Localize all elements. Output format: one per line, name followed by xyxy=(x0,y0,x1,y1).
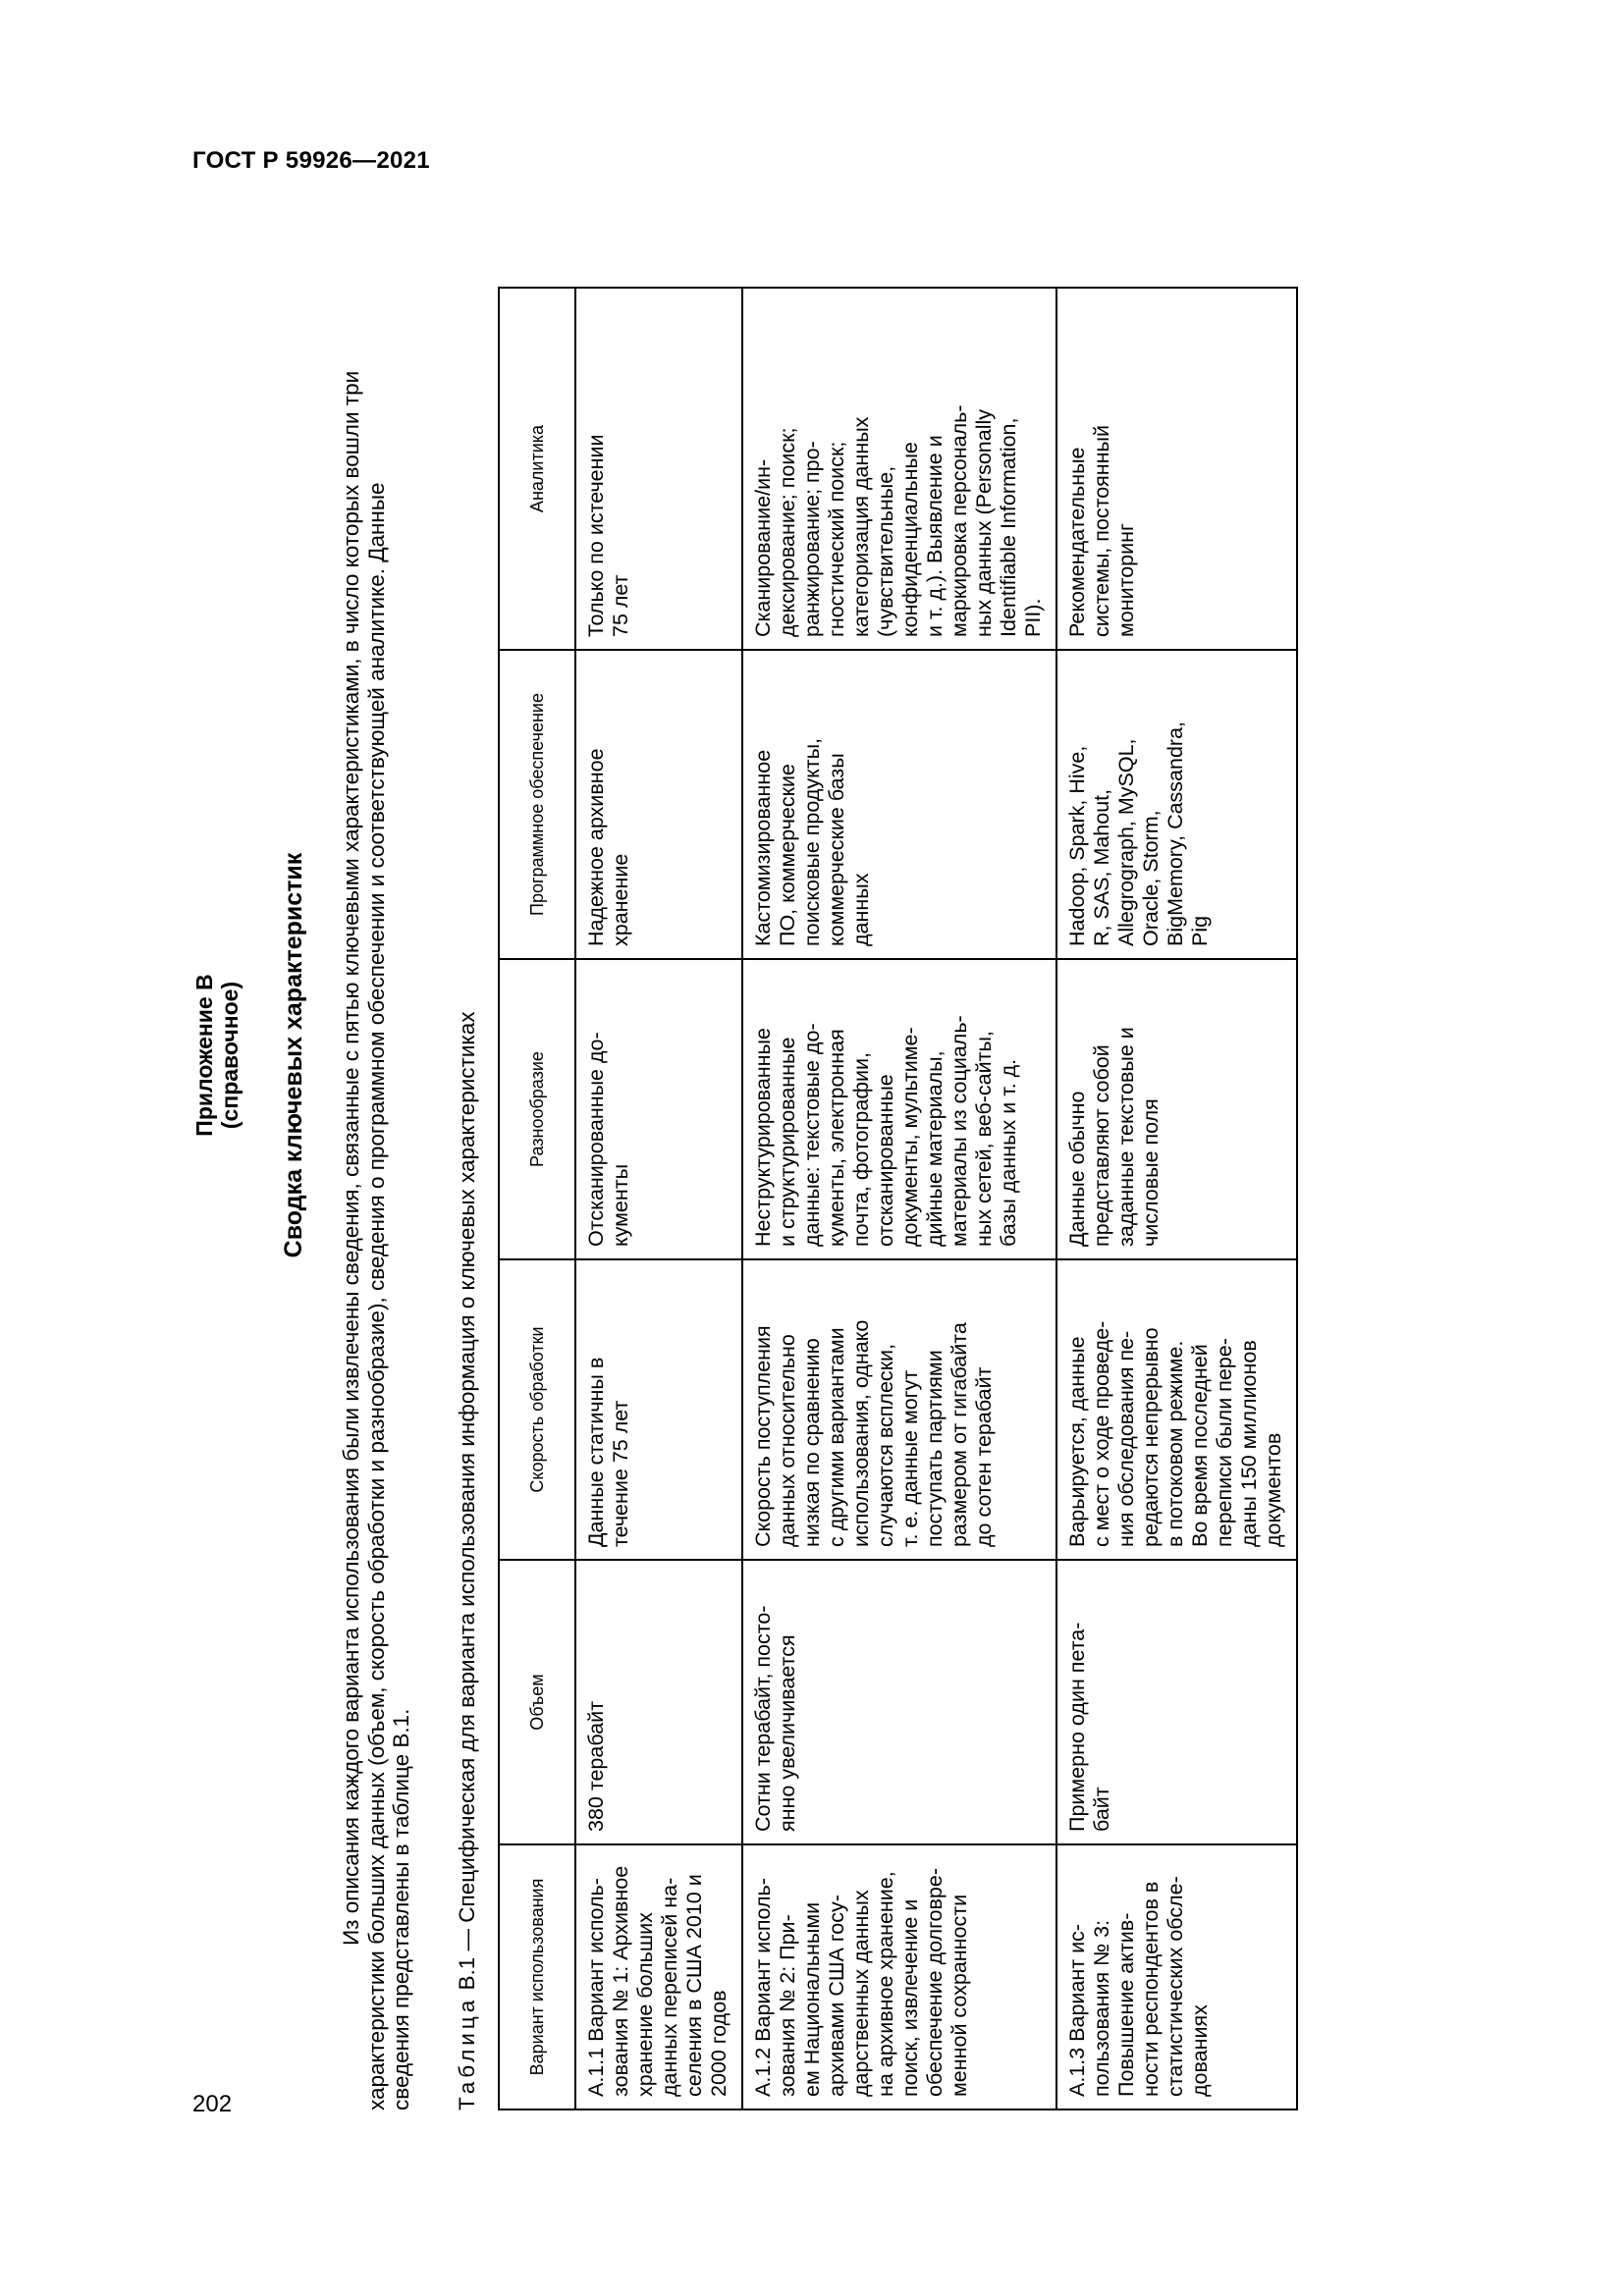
cell-software: Hadoop, Spark, Hive, R, SAS, Mahout, Allegrograph, MySQL, Oracle, Storm, BigMemory, Cassandra, Pig xyxy=(1056,650,1297,959)
appendix-heading xyxy=(191,0,243,2110)
cell-velocity: Скорость поступления данных относительно низкая по сравнению с другими вариантами использования, однако случаются всплески, т. е. данные могут поступать партиями размером от гигабайта до сотен терабайт xyxy=(742,1259,1056,1560)
table-row xyxy=(742,288,1056,2109)
characteristics-table xyxy=(498,287,1298,2110)
cell-software: Надежное архивное хранение xyxy=(575,650,742,959)
intro-line: сведения представлены в таблице В.1. xyxy=(389,1708,413,2110)
rotated-page-content xyxy=(191,0,1468,2110)
cell-volume: 380 терабайт xyxy=(575,1560,742,1844)
header-variety: Разнообразие xyxy=(499,959,575,1259)
page-number: 202 xyxy=(192,2091,233,2117)
cell-analytics: Сканирование/ин- дексирование; поиск; ранжирование; про- гностический поиск; категоризация данных (чувствительные, конфиденциальные и т. д.). Выявление и маркировка персональ- ных данных (Personally Identifiable Information, PII). xyxy=(742,288,1056,650)
table-caption-text: В.1 — Специфическая для варианта использования информация о ключевых характеристиках xyxy=(455,1011,479,1997)
cell-velocity: Варьируется, данные с мест о ходе проведе- ния обследования пе- редаются непрерывно в потоковом режиме. Во время последней переписи были пере- даны 150 миллионов документов xyxy=(1056,1259,1297,1560)
cell-use-case: А.1.2 Вариант исполь- зования № 2: При- ем Национальными архивами США госу- дарственных данных на архивное хранение, поиск, извлечение и обеспечение долговре- менной сохранности xyxy=(742,1844,1056,2109)
cell-variety: Неструктурированные и структурированные данные: текстовые до- кументы, электронная почта, фотографии, отсканированные документы, мультиме- дийные материалы, материалы из социаль- ных сетей, веб-сайты, базы данных и т. д. xyxy=(742,959,1056,1259)
cell-velocity: Данные статичны в течение 75 лет xyxy=(575,1259,742,1560)
header-analytics: Аналитика xyxy=(499,288,575,650)
section-title: Сводка ключевых характеристик xyxy=(280,852,307,1258)
appendix-subtitle: (справочное) xyxy=(217,981,243,1130)
cell-use-case: А.1.1 Вариант исполь- зования № 1: Архивное хранение больших данных переписей на- селения в США 2010 и 2000 годов xyxy=(575,1844,742,2109)
header-volume: Объем xyxy=(499,1560,575,1844)
table-caption xyxy=(455,1012,480,2111)
cell-use-case: А.1.3 Вариант ис- пользования № 3: Повышение актив- ности респондентов в статистических обсле- дованиях xyxy=(1056,1844,1297,2109)
appendix-title: Приложение В xyxy=(191,974,217,1137)
table-header-row xyxy=(499,288,575,2109)
table-body xyxy=(575,288,1297,2109)
intro-line: характеристики больших данных (объем, скорость обработки и разнообразие), сведения о программном обеспечении и соответствующей аналитике. Данные xyxy=(363,482,389,2110)
cell-software: Кастомизированное ПО, коммерческие поисковые продукты, коммерческие базы данных xyxy=(742,650,1056,959)
document-code: ГОСТ Р 59926—2021 xyxy=(192,147,430,174)
header-use-case: Вариант использования xyxy=(499,1844,575,2109)
cell-volume: Сотни терабайт, посто- янно увеличивается xyxy=(742,1560,1056,1844)
intro-line: Из описания каждого варианта использования были извлечены сведения, связанные с пятью ключевыми характеристиками, в число которых вошли три xyxy=(339,370,363,1946)
cell-analytics: Только по истечении 75 лет xyxy=(575,288,742,650)
table-row xyxy=(575,288,742,2109)
cell-analytics: Рекомендательные системы, постоянный мониторинг xyxy=(1056,288,1297,650)
cell-variety: Отсканированные до- кументы xyxy=(575,959,742,1259)
table-caption-prefix: Таблица xyxy=(455,1996,479,2110)
header-software: Программное обеспечение xyxy=(499,650,575,959)
header-velocity: Скорость обработки xyxy=(499,1259,575,1560)
cell-variety: Данные обычно представляют собой заданные текстовые и числовые поля xyxy=(1056,959,1297,1259)
table-row xyxy=(1056,288,1297,2109)
intro-paragraph xyxy=(339,216,414,2110)
cell-volume: Примерно один пета- байт xyxy=(1056,1560,1297,1844)
